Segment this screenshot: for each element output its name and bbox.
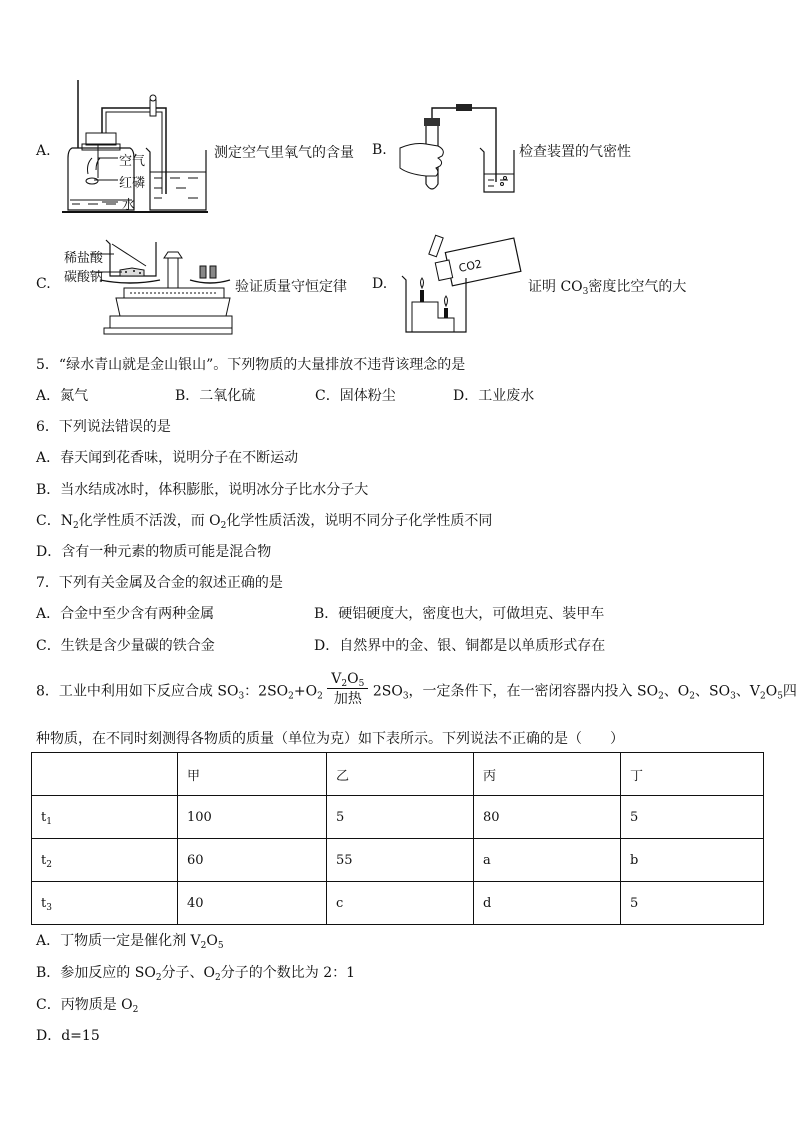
figure-d-caption: 证明 $CO_3$密度比空气的大 [528,279,687,297]
q5-option-d: D．工业废水 [453,388,535,404]
table-cell: d [474,882,621,925]
q7-option-a: A．合金中至少含有两种金属 [36,606,215,622]
figure-c-caption: 验证质量守恒定律 [235,279,347,295]
table-cell: 40 [178,882,327,925]
q5-option-b: B．二氧化硫 [175,388,256,404]
q7-option-b: B．硬铝硬度大，密度也大，可做坦克、装甲车 [314,606,605,622]
q8-stem-line2: 种物质，在不同时刻测得各物质的质量（单位为克）如下表所示。下列说法不正确的是（ ） [36,731,624,747]
option-c-letter: C. [36,276,51,292]
q6-option-c: C．$N_2$化学性质不活泼，而 $O_2$化学性质活泼，说明不同分子化学性质不同 [36,513,493,531]
time-cell: $t_2$ [32,839,178,882]
q6-option-a: A．春天闻到花香味，说明分子在不断运动 [36,450,299,466]
table-header-cell [32,753,178,796]
q7-stem: 7．下列有关金属及合金的叙述正确的是 [36,575,283,591]
table-cell: c [327,882,474,925]
table-header-cell: 甲 [178,753,327,796]
air-label: 空气 [119,154,146,169]
table-row [32,882,764,925]
table-cell: 5 [621,882,764,925]
q8-option-a: A．丁物质一定是催化剂 $V_2O_5$ [36,933,224,951]
table-header-cell: 丙 [474,753,621,796]
table-cell: 5 [327,796,474,839]
table-cell: 60 [178,839,327,882]
water-label: 水 [122,198,136,213]
sodium-carbonate-label: 碳酸钠 [64,270,104,285]
table-row [32,839,764,882]
q8-stem-line1: 8．工业中利用如下反应合成 $SO_3$：$2SO_2+O_2$ $\frac{V_2O_5}{\text{加热}}$ $2SO_3$，一定条件下，在一密闭容器内投入 $SO_2$、$O_2$、$SO_3$、$V_2O_5$四 [36,671,797,707]
q8-option-c: C．丙物质是 $O_2$ [36,997,139,1015]
option-d-letter: D. [372,276,388,292]
figure-a-caption: 测定空气里氧气的含量 [214,145,354,161]
reaction-condition: $\frac{V_2O_5}{\text{加热}}$ [327,670,368,709]
table-cell: b [621,839,764,882]
time-cell: $t_3$ [32,882,178,925]
q5-stem: 5．“绿水青山就是金山银山”。下列物质的大量排放不违背该理念的是 [36,357,466,373]
mass-data-table [31,752,764,925]
table-header-cell: 丁 [621,753,764,796]
table-row [32,796,764,839]
table-cell: a [474,839,621,882]
table-cell: 80 [474,796,621,839]
q6-option-b: B．当水结成冰时，体积膨胀，说明冰分子比水分子大 [36,482,369,498]
dilute-hcl-label: 稀盐酸 [64,251,104,266]
table-cell: 100 [178,796,327,839]
q5-option-c: C．固体粉尘 [315,388,396,404]
table-cell: 55 [327,839,474,882]
option-a-letter: A. [36,143,51,159]
figure-b-caption: 检查装置的气密性 [519,144,631,160]
option-b-letter: B. [372,142,387,158]
q5-option-a: A．氮气 [36,388,89,404]
q7-option-c: C．生铁是含少量碳的铁合金 [36,638,215,654]
q6-option-d: D．含有一种元素的物质可能是混合物 [36,544,272,560]
time-cell: $t_1$ [32,796,178,839]
table-header-row [32,753,764,796]
co2-bottle-label: CO2 [457,257,484,275]
q8-option-b: B．参加反应的 $SO_2$分子、$O_2$分子的个数比为 2：1 [36,965,356,983]
table-header-cell: 乙 [327,753,474,796]
q8-option-d: D．d=15 [36,1028,100,1044]
table-cell: 5 [621,796,764,839]
co2-density-figure [398,232,522,336]
red-phosphorus-label: 红磷 [119,176,146,191]
q6-stem: 6．下列说法错误的是 [36,419,171,435]
q7-option-d: D．自然界中的金、银、铜都是以单质形式存在 [314,638,606,654]
airtightness-check-figure [398,98,528,198]
